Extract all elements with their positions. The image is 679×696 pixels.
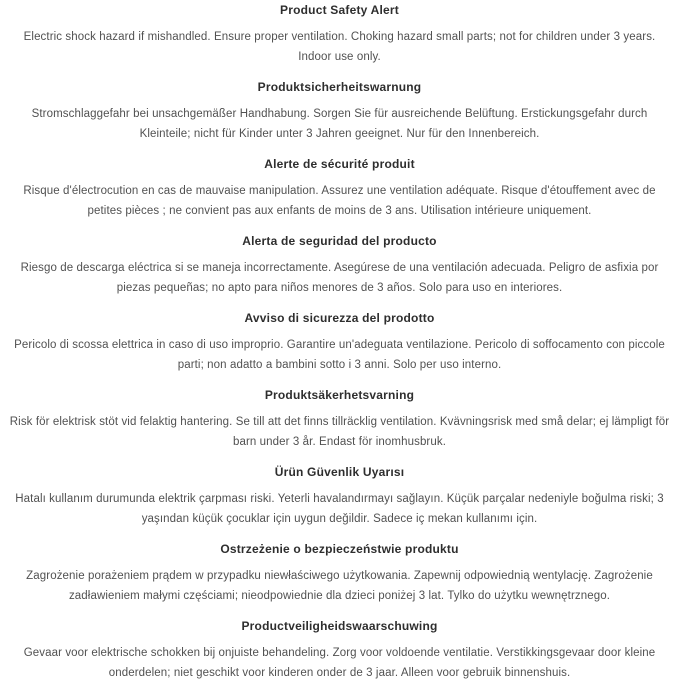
- alert-heading: Produktsäkerhetsvarning: [264, 388, 415, 402]
- alert-heading: Alerta de seguridad del producto: [242, 234, 437, 248]
- alert-heading: Produktsicherheitswarnung: [257, 80, 422, 94]
- safety-alert-section: [7, 232, 672, 298]
- safety-sections-list: [7, 1, 672, 683]
- safety-alert-section: [7, 78, 672, 144]
- alert-body-text: Risque d'électrocution en cas de mauvaise manipulation. Assurez une ventilation adéquate. Risque d'étouffement avec de petites pièces ; ne convient pas aux enfants de moins de 3 ans. Utilisation intérieure uniquement.: [23, 185, 656, 217]
- alert-body-text: Gevaar voor elektrische schokken bij onjuiste behandeling. Zorg voor voldoende ventilatie. Verstikkingsgevaar door kleine onderdelen; niet geschikt voor kinderen onder de 3 jaar. Alleen voor gebruik binnenshuis.: [23, 647, 656, 679]
- safety-alert-section: [7, 540, 672, 606]
- safety-alert-section: [7, 617, 672, 683]
- alert-body-text: Zagrożenie porażeniem prądem w przypadku niewłaściwego użytkowania. Zapewnij odpowiednią wentylację. Zagrożenie zadławieniem małymi częściami; nieodpowiednie dla dzieci poniżej 3 lat. Tylko do użytku wewnętrznego.: [26, 570, 653, 602]
- alert-body-text: Stromschlaggefahr bei unsachgemäßer Handhabung. Sorgen Sie für ausreichende Belüftung. Erstickungsgefahr durch Kleinteile; nicht für Kinder unter 3 Jahren geeignet. Nur für den Innenbereich.: [31, 108, 648, 140]
- alert-heading: Product Safety Alert: [280, 3, 399, 17]
- safety-alert-section: [7, 386, 672, 452]
- alert-heading: Avviso di sicurezza del prodotto: [244, 311, 435, 325]
- safety-alert-section: [7, 1, 672, 67]
- safety-alert-section: [7, 155, 672, 221]
- alert-heading: Alerte de sécurité produit: [264, 157, 415, 171]
- alert-body-text: Hatalı kullanım durumunda elektrik çarpması riski. Yeterli havalandırmayı sağlayın. Küçük parçalar nedeniyle boğulma riski; 3 yaşından küçük çocuklar için uygun değildir. Sadece iç mekan kullanımı için.: [15, 493, 664, 525]
- alert-heading: Productveiligheidswaarschuwing: [241, 619, 438, 633]
- safety-alert-section: [7, 309, 672, 375]
- alert-body-text: Riesgo de descarga eléctrica si se maneja incorrectamente. Asegúrese de una ventilación adecuada. Peligro de asfixia por piezas pequeñas; no apto para niños menores de 3 años. Solo para uso en interiores.: [20, 262, 659, 294]
- alert-heading: Ostrzeżenie o bezpieczeństwie produktu: [220, 542, 459, 556]
- alert-body-text: Electric shock hazard if mishandled. Ensure proper ventilation. Choking hazard small parts; not for children under 3 years. Indoor use only.: [23, 31, 656, 63]
- alert-body-text: Risk för elektrisk stöt vid felaktig hantering. Se till att det finns tillräcklig ventilation. Kvävningsrisk med små delar; ej lämpligt för barn under 3 år. Endast för inomhusbruk.: [9, 416, 670, 448]
- alert-body-text: Pericolo di scossa elettrica in caso di uso improprio. Garantire un'adeguata ventilazione. Pericolo di soffocamento con piccole parti; non adatto a bambini sotto i 3 anni. Solo per uso interno.: [14, 339, 665, 371]
- safety-alert-section: [7, 463, 672, 529]
- alert-heading: Ürün Güvenlik Uyarısı: [274, 465, 405, 479]
